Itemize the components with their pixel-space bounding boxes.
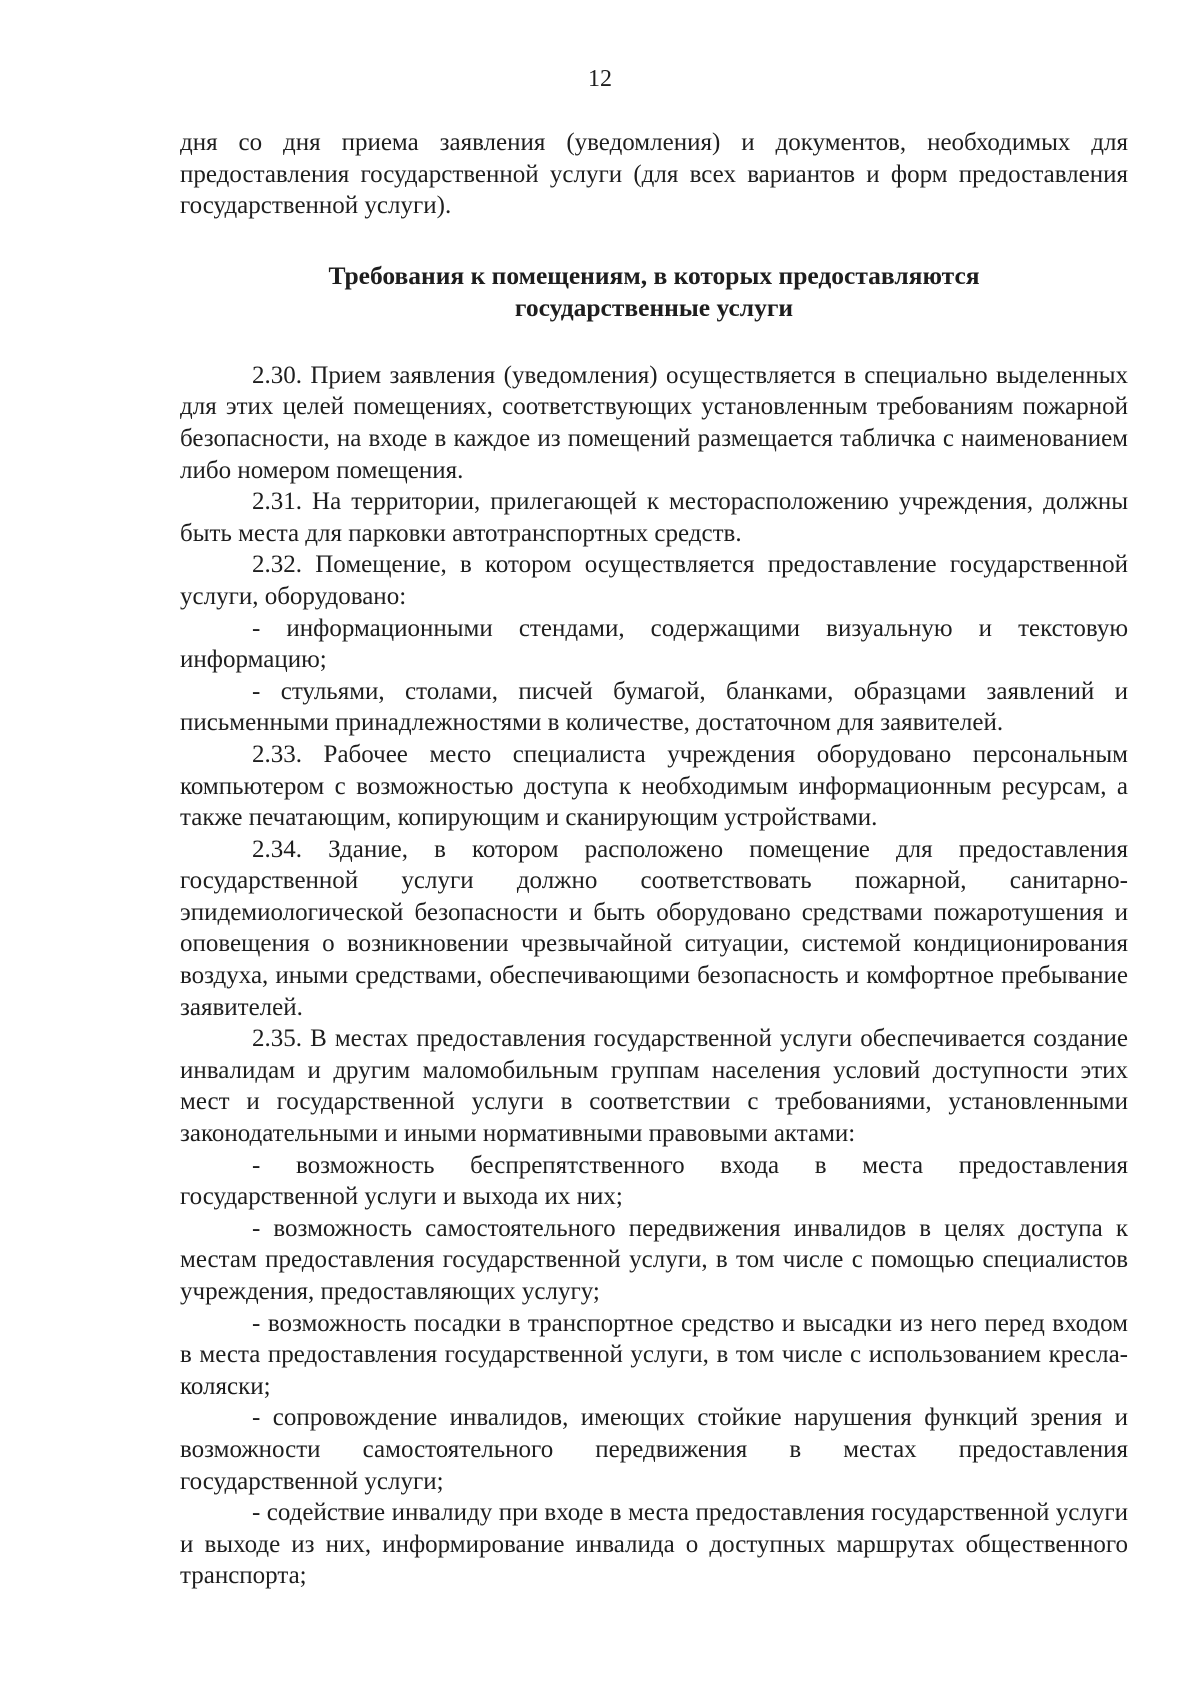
paragraph-2-31: 2.31. На территории, прилегающей к месторасположению учреждения, должны быть места для парковки автотранспортных средств.	[180, 488, 1128, 547]
list-item-assistance: - содействие инвалиду при входе в места предоставления государственной услуги и выходе из них, информирование инвалида о доступных маршрутах общественного транспорта;	[180, 1499, 1128, 1590]
section-heading-line-1: Требования к помещениям, в которых предоставляются	[328, 260, 980, 290]
intro-paragraph: дня со дня приема заявления (уведомления) и документов, необходимых для предоставления государственной услуги (для всех вариантов и форм предоставления государственной услуги).	[180, 129, 1128, 220]
list-item-independent-movement: - возможность самостоятельного передвижения инвалидов в целях доступа к местам предоставления государственной услуги, в том числе с помощью специалистов учреждения, предоставляющих услугу;	[180, 1214, 1128, 1305]
paragraph-2-35: 2.35. В местах предоставления государственной услуги обеспечивается создание инвалидам и другим маломобильным группам населения условий доступности этих мест и государственной услуги в соответствии с требованиями, установленными законодательными и иными нормативными правовыми актами:	[180, 1025, 1128, 1148]
list-item-info-stands: - информационными стендами, содержащими визуальную и текстовую информацию;	[180, 614, 1128, 674]
list-item-entry-access: - возможность беспрепятственного входа в места предоставления государственной услуги и выхода их них;	[180, 1151, 1128, 1211]
document-body	[180, 127, 1128, 1592]
list-item-escort: - сопровождение инвалидов, имеющих стойкие нарушения функций зрения и возможности самостоятельного передвижения в местах предоставления государственной услуги;	[180, 1404, 1128, 1495]
section-heading	[180, 260, 1128, 324]
list-item-furniture: - стульями, столами, писчей бумагой, бланками, образцами заявлений и письменными принадлежностями в количестве, достаточном для заявителей.	[180, 677, 1128, 737]
paragraph-2-34: 2.34. Здание, в котором расположено помещение для предоставления государственной услуги должно соответствовать пожарной, санитарно-эпидемиологической безопасности и быть оборудовано средствами пожаротушения и оповещения о возникновении чрезвычайной ситуации, системой кондиционирования воздуха, иными средствами, обеспечивающими безопасность и комфортное пребывание заявителей.	[180, 835, 1128, 1021]
paragraph-2-32: 2.32. Помещение, в котором осуществляется предоставление государственной услуги, оборудовано:	[180, 551, 1128, 610]
list-item-vehicle-boarding: - возможность посадки в транспортное средство и высадки из него перед входом в места предоставления государственной услуги, в том числе с использованием кресла-коляски;	[180, 1309, 1128, 1400]
paragraph-2-30: 2.30. Прием заявления (уведомления) осуществляется в специально выделенных для этих целей помещениях, соответствующих установленным требованиям пожарной безопасности, на входе в каждое из помещений размещается табличка с наименованием либо номером помещения.	[180, 361, 1128, 484]
paragraph-2-33: 2.33. Рабочее место специалиста учреждения оборудовано персональным компьютером с возможностью доступа к необходимым информационным ресурсам, а также печатающим, копирующим и сканирующим устройствами.	[180, 740, 1128, 832]
section-heading-line-2: государственные услуги	[514, 292, 794, 322]
page-number: 12	[588, 66, 612, 92]
